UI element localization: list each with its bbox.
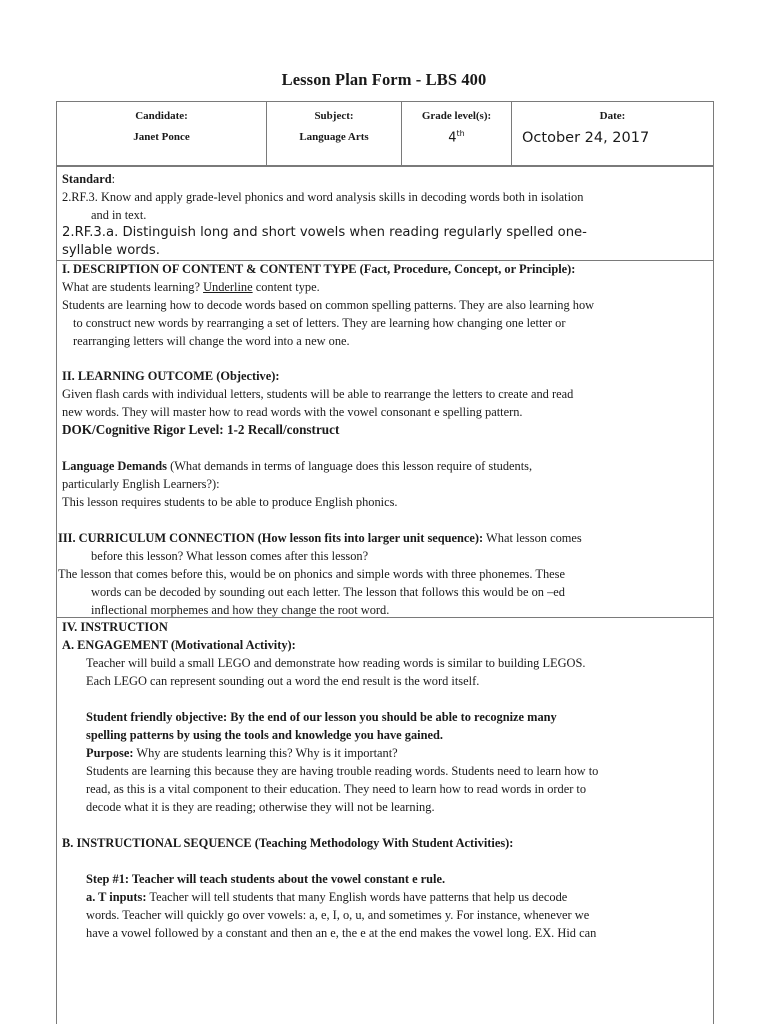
lesson-body: [56, 166, 714, 1024]
standard-heading: Standard:: [62, 172, 116, 186]
engagement-text: Each LEGO can represent sounding out a word the end result is the word itself.: [86, 674, 480, 688]
standard-section: [57, 167, 713, 261]
curriculum-text: before this lesson? What lesson comes after this lesson?: [91, 549, 369, 563]
language-demands-text: particularly English Learners?):: [62, 477, 220, 491]
grade-suffix: th: [456, 129, 465, 138]
date-value: October 24, 2017: [522, 130, 650, 146]
standard-substandard: 2.RF.3.a. Distinguish long and short vowels when reading regularly spelled one-: [62, 225, 587, 240]
step-heading: Step #1: Teacher will teach students about the vowel constant e rule.: [86, 872, 446, 886]
outcome-text: new words. They will master how to read words with the vowel consonant e spelling pattern.: [62, 405, 523, 419]
purpose-line: Purpose: Why are students learning this? Why is it important?: [86, 746, 398, 760]
instruction-section: [57, 617, 713, 1025]
page-title: Lesson Plan Form - LBS 400: [281, 70, 487, 89]
engagement-text: Teacher will build a small LEGO and demonstrate how reading words is similar to building LEGOS.: [86, 656, 586, 670]
curriculum-text: inflectional morphemes and how they change the root word.: [91, 603, 390, 617]
student-objective: Student friendly objective: By the end of our lesson you should be able to recognize many: [86, 710, 557, 724]
grade-cell: [402, 102, 512, 165]
teacher-inputs: a. T inputs: Teacher will tell students that many English words have patterns that help us decode: [86, 890, 568, 904]
subject-label: Subject:: [314, 110, 354, 122]
standard-line: 2.RF.3. Know and apply grade-level phonics and word analysis skills in decoding words both in isolation: [62, 190, 584, 204]
subject-value: Language Arts: [299, 131, 369, 143]
grade-value: 4th: [448, 129, 465, 146]
content-question: What are students learning? Underline content type.: [62, 280, 320, 294]
teacher-inputs-text: have a vowel followed by a constant and then an e, the e at the end makes the vowel long. EX. Hid can: [86, 926, 597, 940]
content-section: [57, 260, 713, 618]
sequence-heading: B. INSTRUCTIONAL SEQUENCE (Teaching Methodology With Student Activities):: [62, 836, 514, 850]
teacher-inputs-text: words. Teacher will quickly go over vowels: a, e, I, o, u, and sometimes y. For instance, whenever we: [86, 908, 590, 922]
curriculum-text: The lesson that comes before this, would be on phonics and simple words with three phonemes. These: [58, 567, 565, 581]
section-heading: II. LEARNING OUTCOME (Objective):: [62, 369, 280, 383]
engagement-heading: A. ENGAGEMENT (Motivational Activity):: [62, 638, 296, 652]
date-label: Date:: [599, 110, 626, 122]
header-table: [56, 101, 714, 166]
candidate-cell: [57, 102, 267, 165]
curriculum-text: words can be decoded by sounding out each letter. The lesson that follows this would be on –ed: [91, 585, 565, 599]
content-text: rearranging letters will change the word into a new one.: [73, 334, 350, 348]
content-text: to construct new words by rearranging a set of letters. They are learning how changing one letter or: [73, 316, 566, 330]
language-demands-text: This lesson requires students to be able to produce English phonics.: [62, 495, 398, 509]
candidate-value: Janet Ponce: [133, 131, 190, 143]
content-text: Students are learning how to decode words based on common spelling patterns. They are also learning how: [62, 298, 595, 312]
outcome-text: Given flash cards with individual letters, students will be able to rearrange the letters to create and read: [62, 387, 574, 401]
standard-line: and in text.: [91, 208, 147, 222]
student-objective: spelling patterns by using the tools and knowledge you have gained.: [86, 728, 443, 742]
grade-label: Grade level(s):: [421, 110, 492, 122]
dok-level: DOK/Cognitive Rigor Level: 1-2 Recall/construct: [62, 422, 340, 437]
purpose-text: Students are learning this because they are having trouble reading words. Students need to learn how to: [86, 764, 599, 778]
section-heading: IV. INSTRUCTION: [62, 620, 168, 634]
curriculum-heading: III. CURRICULUM CONNECTION (How lesson fits into larger unit sequence): What lesson comes: [58, 531, 582, 545]
purpose-text: decode what it is they are reading; otherwise they will not be learning.: [86, 800, 435, 814]
date-cell: [512, 102, 713, 165]
section-heading: I. DESCRIPTION OF CONTENT & CONTENT TYPE (Fact, Procedure, Concept, or Principle):: [62, 262, 576, 276]
standard-substandard: syllable words.: [62, 243, 160, 258]
candidate-label: Candidate:: [135, 110, 188, 122]
purpose-text: read, as this is a vital component to their education. They need to learn how to read words in order to: [86, 782, 587, 796]
subject-cell: [267, 102, 402, 165]
language-demands: Language Demands (What demands in terms of language does this lesson require of students,: [62, 459, 533, 473]
